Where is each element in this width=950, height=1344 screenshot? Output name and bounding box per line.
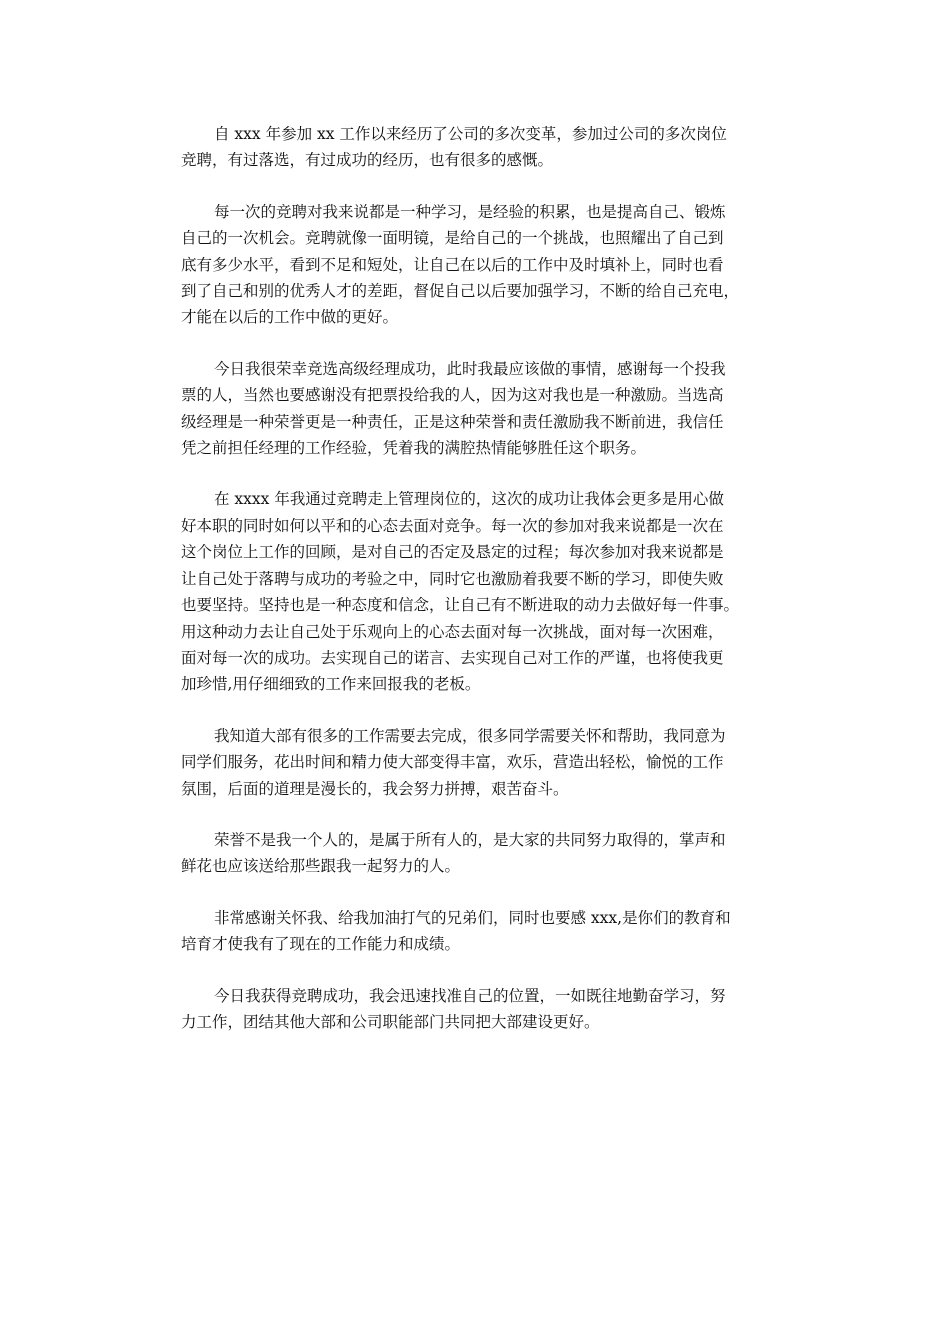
- paragraph-line: 非常感谢关怀我、给我加油打气的兄弟们，同时也要感 xxx,是你们的教育和: [214, 908, 731, 927]
- paragraph-line: 这个岗位上工作的回顾，是对自己的否定及恳定的过程；每次参加对我来说都是: [181, 543, 724, 562]
- paragraph-line: 培育才使我有了现在的工作能力和成绩。: [181, 935, 461, 954]
- paragraph-line: 到了自己和别的优秀人才的差距，督促自己以后要加强学习，不断的给自己充电，: [181, 282, 740, 301]
- paragraph-line: 级经理是一种荣誉更是一种责任，正是这种荣誉和责任激励我不断前进，我信任: [181, 412, 724, 431]
- paragraph-line: 在 xxxx 年我通过竞聘走上管理岗位的，这次的成功让我体会更多是用心做: [214, 490, 724, 509]
- paragraph-2: [181, 199, 781, 331]
- document-body: [181, 121, 781, 1060]
- paragraph-line: 自己的一次机会。竞聘就像一面明镜，是给自己的一个挑战，也照耀出了自己到: [181, 229, 724, 248]
- paragraph-line: 好本职的同时如何以平和的心态去面对竞争。每一次的参加对我来说都是一次在: [181, 516, 724, 535]
- paragraph-3: [181, 356, 781, 462]
- paragraph-line: 我知道大部有很多的工作需要去完成，很多同学需要关怀和帮助，我同意为: [214, 726, 726, 745]
- paragraph-line: 同学们服务，花出时间和精力使大部变得丰富，欢乐，营造出轻松，愉悦的工作: [181, 753, 724, 772]
- paragraph-line: 氛围，后面的道理是漫长的，我会努力拼搏，艰苦奋斗。: [181, 779, 569, 798]
- paragraph-line: 每一次的竞聘对我来说都是一种学习，是经验的积累，也是提高自己、锻炼: [214, 202, 726, 221]
- paragraph-line: 荣誉不是我一个人的，是属于所有人的，是大家的共同努力取得的，掌声和: [214, 830, 726, 849]
- paragraph-line: 面对每一次的成功。去实现自己的诺言、去实现自己对工作的严谨，也将使我更: [181, 648, 724, 667]
- paragraph-8: [181, 983, 781, 1036]
- paragraph-7: [181, 905, 781, 958]
- paragraph-line: 今日我获得竞聘成功，我会迅速找准自己的位置，一如既往地勤奋学习，努: [214, 986, 726, 1005]
- paragraph-line: 底有多少水平，看到不足和短处，让自己在以后的工作中及时填补上，同时也看: [181, 255, 724, 274]
- paragraph-1: [181, 121, 781, 174]
- paragraph-line: 用这种动力去让自己处于乐观向上的心态去面对每一次挑战，面对每一次困难，: [181, 622, 724, 641]
- paragraph-line: 让自己处于落聘与成功的考验之中，同时它也激励着我要不断的学习，即使失败: [181, 569, 724, 588]
- paragraph-line: 票的人，当然也要感谢没有把票投给我的人，因为这对我也是一种激励。当选高: [181, 386, 724, 405]
- paragraph-5: [181, 723, 781, 802]
- paragraph-line: 鲜花也应该送给那些跟我一起努力的人。: [181, 857, 461, 876]
- paragraph-6: [181, 827, 781, 880]
- paragraph-line: 竞聘，有过落选，有过成功的经历，也有很多的感慨。: [181, 151, 554, 170]
- paragraph-4: [181, 486, 781, 697]
- paragraph-line: 凭之前担任经理的工作经验，凭着我的满腔热情能够胜任这个职务。: [181, 439, 647, 458]
- paragraph-line: 力工作，团结其他大部和公司职能部门共同把大部建设更好。: [181, 1012, 600, 1031]
- paragraph-line: 自 xxx 年参加 xx 工作以来经历了公司的多次变革，参加过公司的多次岗位: [214, 125, 727, 143]
- paragraph-line: 加珍惜,用仔细细致的工作来回报我的老板。: [181, 675, 481, 694]
- paragraph-line: 今日我很荣幸竞选高级经理成功，此时我最应该做的事情，感谢每一个投我: [214, 359, 726, 378]
- paragraph-line: 也要坚持。坚持也是一种态度和信念，让自己有不断进取的动力去做好每一件事。: [181, 596, 740, 615]
- paragraph-line: 才能在以后的工作中做的更好。: [181, 308, 399, 327]
